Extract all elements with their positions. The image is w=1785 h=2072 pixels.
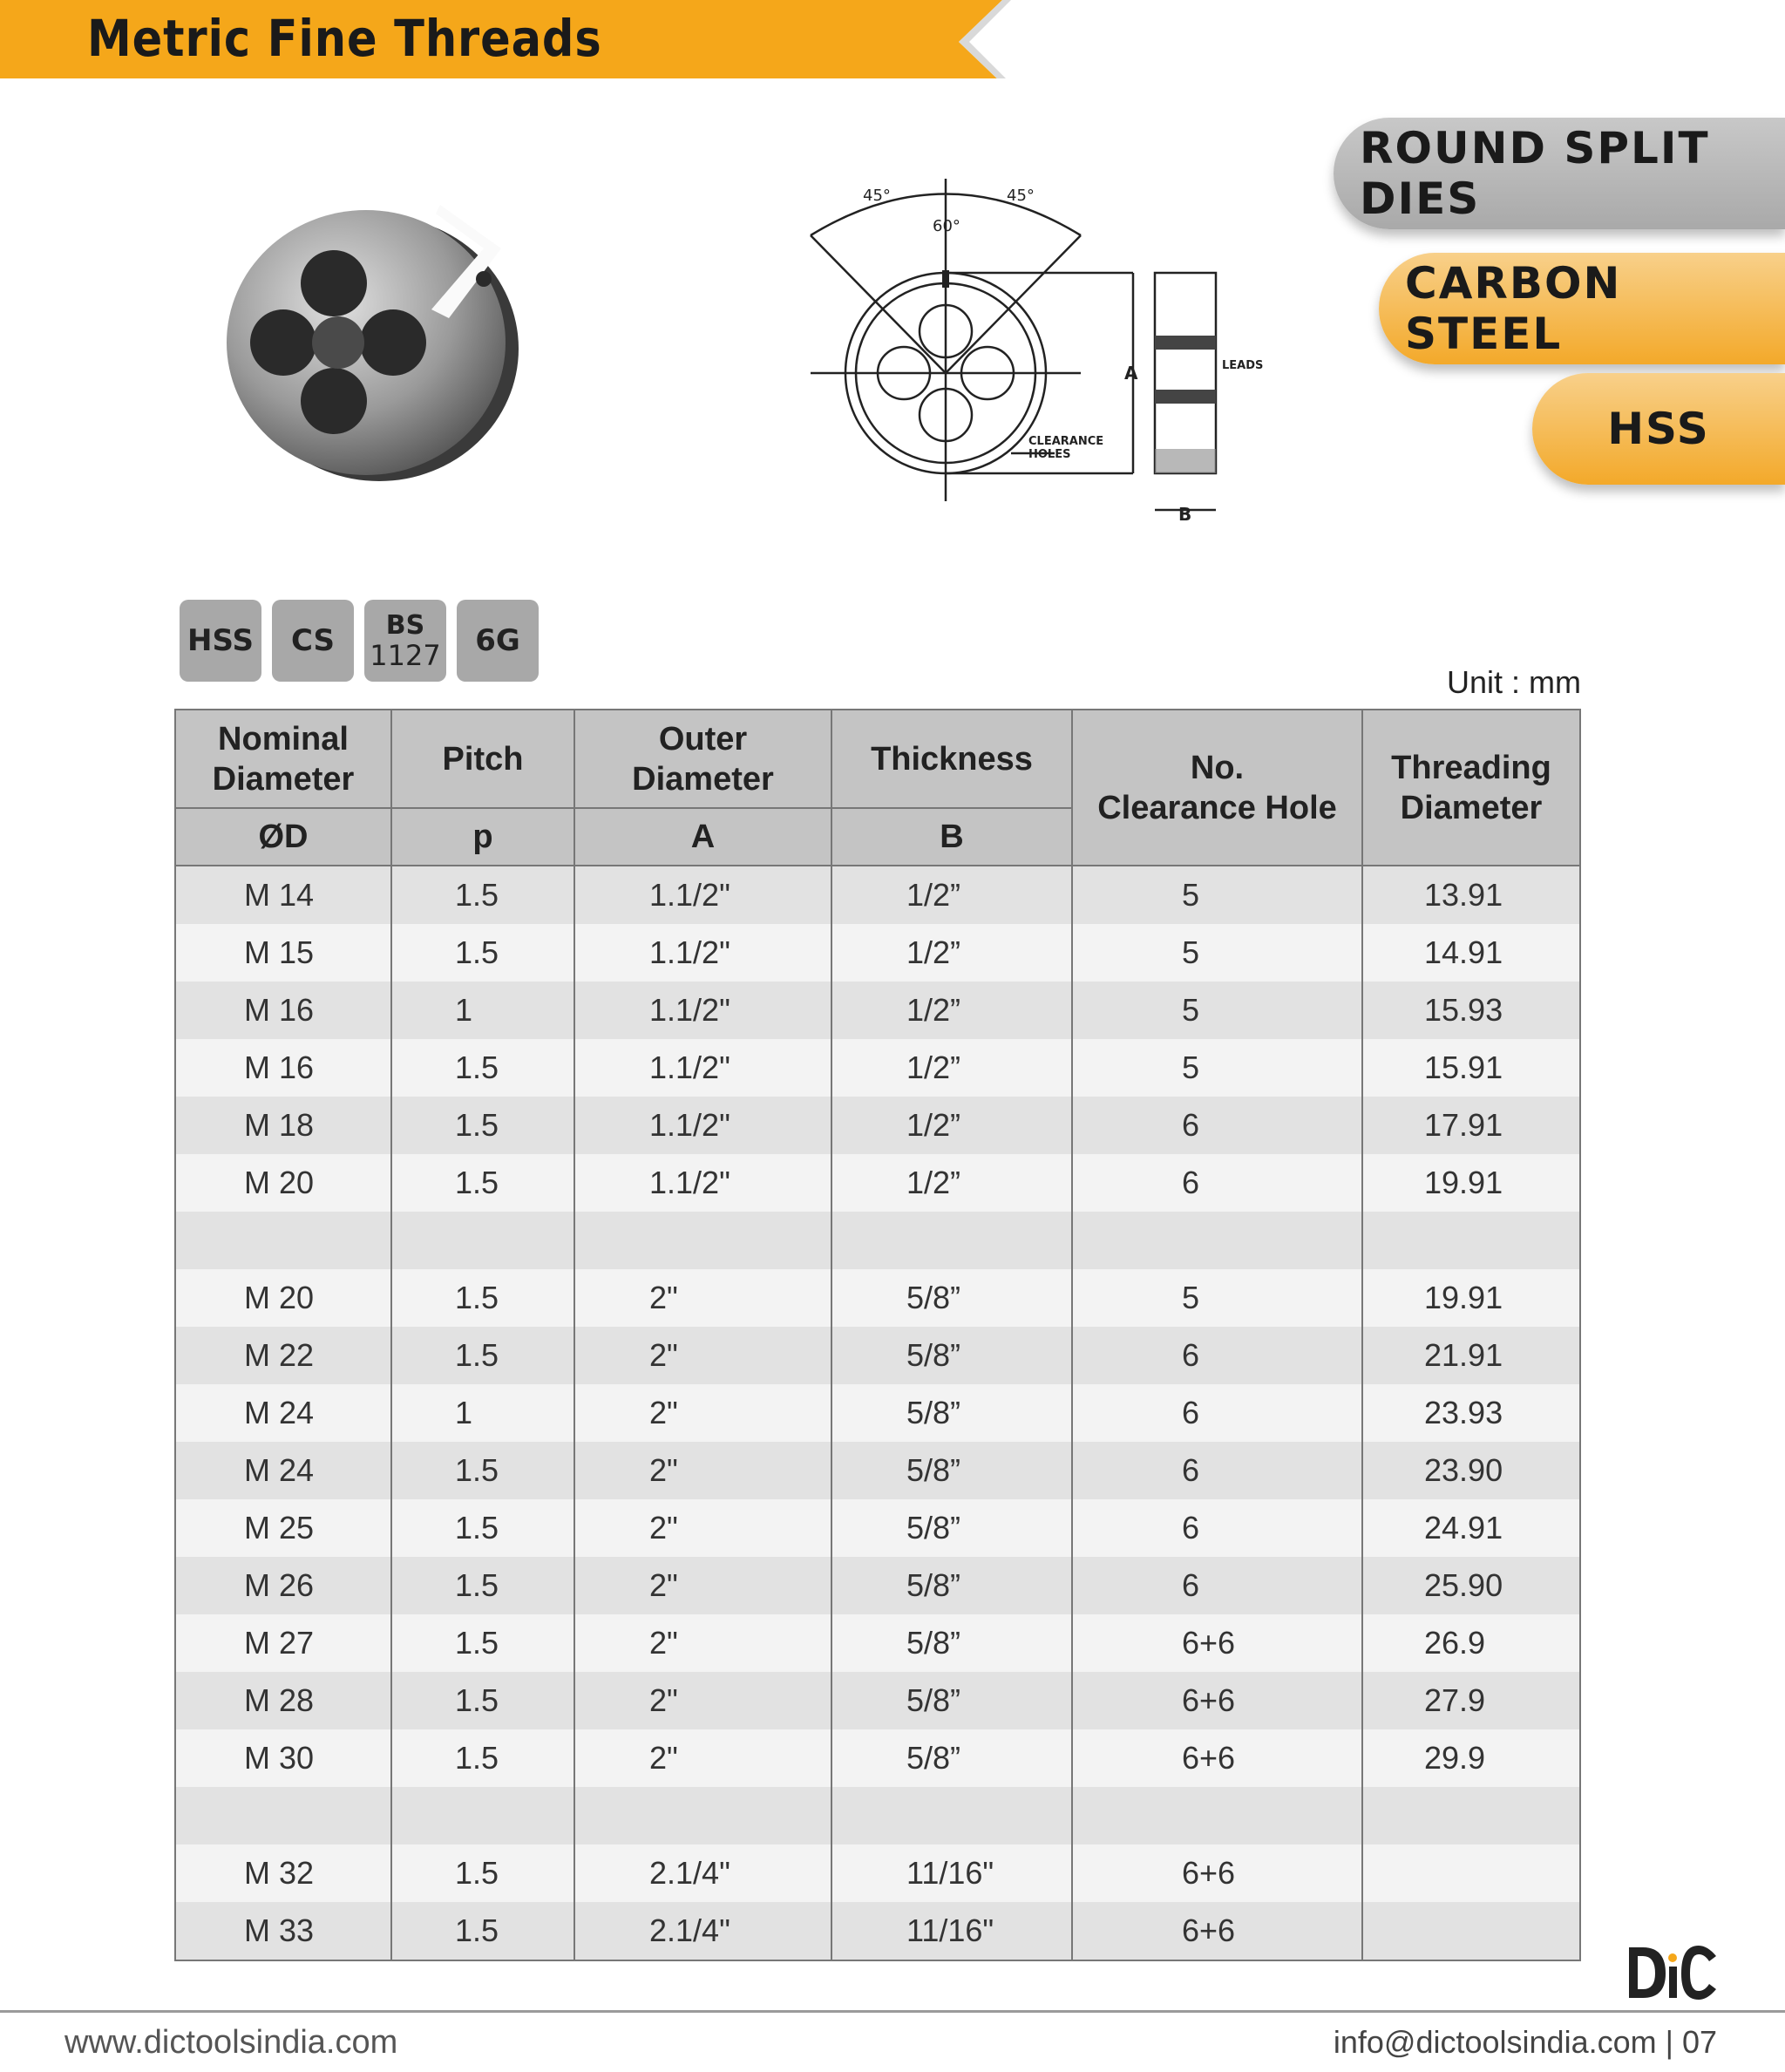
footer-website-link[interactable]: www.dictoolsindia.com <box>64 2024 398 2061</box>
table-cell: 6+6 <box>1072 1844 1362 1902</box>
table-row <box>175 1442 1580 1499</box>
table-cell: 2" <box>574 1557 831 1614</box>
table-row <box>175 1672 1580 1729</box>
table-cell: 2.1/4" <box>574 1844 831 1902</box>
table-row <box>175 866 1580 924</box>
table-cell <box>175 1787 391 1844</box>
table-cell: 1/2” <box>831 1039 1072 1097</box>
table-cell: 6 <box>1072 1499 1362 1557</box>
header-thickness: Thickness <box>831 710 1072 808</box>
table-cell: 1.5 <box>391 1729 574 1787</box>
table-cell: 5/8” <box>831 1614 1072 1672</box>
table-cell: 5/8” <box>831 1442 1072 1499</box>
table-cell <box>1072 1212 1362 1269</box>
table-cell: 1 <box>391 982 574 1039</box>
material-tag-carbon-steel: CARBON STEEL <box>1379 253 1785 364</box>
table-cell: 1.1/2" <box>574 1039 831 1097</box>
header-outer-diameter: Outer Diameter <box>574 710 831 808</box>
subheader-a: A <box>574 808 831 866</box>
product-tag: ROUND SPLIT DIES <box>1334 118 1785 229</box>
table-cell: 1.5 <box>391 1269 574 1327</box>
table-row <box>175 1384 1580 1442</box>
table-cell: 5 <box>1072 1039 1362 1097</box>
table-cell: 2" <box>574 1384 831 1442</box>
table-cell: 5/8” <box>831 1269 1072 1327</box>
table-cell <box>574 1212 831 1269</box>
table-cell: 27.9 <box>1362 1672 1580 1729</box>
table-cell: 6 <box>1072 1557 1362 1614</box>
table-cell: 1/2” <box>831 866 1072 924</box>
table-cell: 2" <box>574 1269 831 1327</box>
material-tag-hss: HSS <box>1532 373 1785 485</box>
table-cell: 19.91 <box>1362 1154 1580 1212</box>
table-cell: 5/8” <box>831 1327 1072 1384</box>
table-cell <box>1362 1212 1580 1269</box>
table-cell: M 18 <box>175 1097 391 1154</box>
table-cell: 5 <box>1072 866 1362 924</box>
dic-logo <box>1626 1942 1721 2003</box>
table-cell: 29.9 <box>1362 1729 1580 1787</box>
table-cell: 6 <box>1072 1442 1362 1499</box>
table-cell: 11/16" <box>831 1902 1072 1960</box>
table-cell: 24.91 <box>1362 1499 1580 1557</box>
table-row <box>175 1154 1580 1212</box>
table-cell: 5/8” <box>831 1384 1072 1442</box>
table-row <box>175 1269 1580 1327</box>
dim-b-label: B <box>1178 504 1192 525</box>
table-cell: 15.93 <box>1362 982 1580 1039</box>
table-row <box>175 1327 1580 1384</box>
table-cell: M 26 <box>175 1557 391 1614</box>
specification-table <box>174 709 1581 1961</box>
table-cell: 1.1/2" <box>574 866 831 924</box>
table-cell: 26.9 <box>1362 1614 1580 1672</box>
table-cell: 1.5 <box>391 1154 574 1212</box>
header-pitch: Pitch <box>391 710 574 808</box>
header-threading-diameter: Threading Diameter <box>1362 710 1580 866</box>
clearance-label: CLEARANCE <box>1028 435 1104 448</box>
table-cell: 19.91 <box>1362 1269 1580 1327</box>
table-cell: 1.5 <box>391 1097 574 1154</box>
table-cell: M 22 <box>175 1327 391 1384</box>
table-cell: 6+6 <box>1072 1902 1362 1960</box>
footer-email-page[interactable]: info@dictoolsindia.com | 07 <box>1333 2024 1717 2060</box>
table-cell: 2" <box>574 1672 831 1729</box>
table-cell: 1/2” <box>831 982 1072 1039</box>
table-cell: 6 <box>1072 1327 1362 1384</box>
table-cell: 1.5 <box>391 866 574 924</box>
badge-bs-1127: BS 1127 <box>364 600 446 682</box>
table-cell: 5 <box>1072 1269 1362 1327</box>
table-cell: 1.1/2" <box>574 982 831 1039</box>
table-cell: 1.5 <box>391 924 574 982</box>
leads-label: LEADS <box>1222 359 1264 372</box>
subheader-p: p <box>391 808 574 866</box>
table-cell <box>1362 1787 1580 1844</box>
table-cell: 6 <box>1072 1384 1362 1442</box>
table-cell <box>391 1787 574 1844</box>
table-cell: 14.91 <box>1362 924 1580 982</box>
table-cell: 5/8” <box>831 1499 1072 1557</box>
table-cell: M 30 <box>175 1729 391 1787</box>
table-cell: M 15 <box>175 924 391 982</box>
table-cell: M 16 <box>175 982 391 1039</box>
table-cell: 1.5 <box>391 1557 574 1614</box>
badge-hss: HSS <box>180 600 261 682</box>
table-cell <box>831 1787 1072 1844</box>
table-cell: 2" <box>574 1442 831 1499</box>
header-clearance-hole: No. Clearance Hole <box>1072 710 1362 866</box>
table-cell: 1.5 <box>391 1844 574 1902</box>
table-cell: M 16 <box>175 1039 391 1097</box>
table-cell: 1/2” <box>831 1097 1072 1154</box>
table-cell: 5/8” <box>831 1729 1072 1787</box>
table-cell: 17.91 <box>1362 1097 1580 1154</box>
table-cell: 21.91 <box>1362 1327 1580 1384</box>
table-row <box>175 1614 1580 1672</box>
table-cell: M 24 <box>175 1384 391 1442</box>
table-cell: 1.1/2" <box>574 1154 831 1212</box>
table-cell <box>1072 1787 1362 1844</box>
table-cell: 5 <box>1072 924 1362 982</box>
table-row <box>175 1557 1580 1614</box>
svg-text:DiC: DiC <box>1626 1942 1627 1943</box>
holes-label: HOLES <box>1028 448 1071 461</box>
table-cell: 11/16" <box>831 1844 1072 1902</box>
table-row <box>175 1039 1580 1097</box>
table-cell: 2" <box>574 1614 831 1672</box>
table-cell: M 28 <box>175 1672 391 1729</box>
badge-cs: CS <box>272 600 354 682</box>
table-cell: 2" <box>574 1327 831 1384</box>
subheader-od: ØD <box>175 808 391 866</box>
dim-a-label: A <box>1124 363 1138 384</box>
table-cell: M 20 <box>175 1154 391 1212</box>
table-cell <box>831 1212 1072 1269</box>
table-row <box>175 1844 1580 1902</box>
table-cell: M 24 <box>175 1442 391 1499</box>
table-cell: 6+6 <box>1072 1672 1362 1729</box>
table-row <box>175 1212 1580 1269</box>
footer-divider <box>0 2010 1785 2013</box>
table-cell: M 27 <box>175 1614 391 1672</box>
table-cell: 2.1/4" <box>574 1902 831 1960</box>
table-cell: 25.90 <box>1362 1557 1580 1614</box>
table-cell: 5/8” <box>831 1672 1072 1729</box>
table-cell: 6+6 <box>1072 1729 1362 1787</box>
table-cell <box>1362 1844 1580 1902</box>
badge-6g: 6G <box>457 600 539 682</box>
table-cell: M 20 <box>175 1269 391 1327</box>
table-row <box>175 982 1580 1039</box>
unit-label: Unit : mm <box>1446 664 1581 700</box>
table-cell: M 25 <box>175 1499 391 1557</box>
table-cell: 1.1/2" <box>574 1097 831 1154</box>
table-cell: 2" <box>574 1729 831 1787</box>
table-cell <box>574 1787 831 1844</box>
header-nominal-diameter: Nominal Diameter <box>175 710 391 808</box>
table-cell: M 33 <box>175 1902 391 1960</box>
table-cell: 1 <box>391 1384 574 1442</box>
angle-left-label: 45° <box>863 187 891 205</box>
page-title: Metric Fine Threads <box>87 9 602 68</box>
table-cell <box>391 1212 574 1269</box>
die-photo <box>222 187 523 488</box>
table-cell: 6+6 <box>1072 1614 1362 1672</box>
table-row <box>175 1787 1580 1844</box>
table-cell: 6 <box>1072 1097 1362 1154</box>
table-row <box>175 1499 1580 1557</box>
table-cell: 15.91 <box>1362 1039 1580 1097</box>
dimension-diagram <box>793 161 1281 536</box>
subheader-b: B <box>831 808 1072 866</box>
table-cell: 1.5 <box>391 1672 574 1729</box>
table-row <box>175 924 1580 982</box>
angle-top-label: 60° <box>933 217 960 235</box>
table-cell <box>175 1212 391 1269</box>
table-cell: 23.93 <box>1362 1384 1580 1442</box>
table-cell: 1.5 <box>391 1039 574 1097</box>
table-cell: M 14 <box>175 866 391 924</box>
table-cell: 6 <box>1072 1154 1362 1212</box>
table-cell: 5/8” <box>831 1557 1072 1614</box>
table-cell: 23.90 <box>1362 1442 1580 1499</box>
table-row <box>175 1902 1580 1960</box>
table-cell: 5 <box>1072 982 1362 1039</box>
table-row <box>175 1729 1580 1787</box>
table-cell: 2" <box>574 1499 831 1557</box>
table-cell: 1/2” <box>831 924 1072 982</box>
table-row <box>175 1097 1580 1154</box>
table-cell: 1.5 <box>391 1614 574 1672</box>
table-cell: 1.1/2" <box>574 924 831 982</box>
table-cell: 1.5 <box>391 1499 574 1557</box>
table-cell: 1/2” <box>831 1154 1072 1212</box>
table-cell: 1.5 <box>391 1442 574 1499</box>
angle-right-label: 45° <box>1007 187 1035 205</box>
table-cell: 13.91 <box>1362 866 1580 924</box>
table-cell: M 32 <box>175 1844 391 1902</box>
table-cell: 1.5 <box>391 1327 574 1384</box>
table-cell: 1.5 <box>391 1902 574 1960</box>
table-cell <box>1362 1902 1580 1960</box>
